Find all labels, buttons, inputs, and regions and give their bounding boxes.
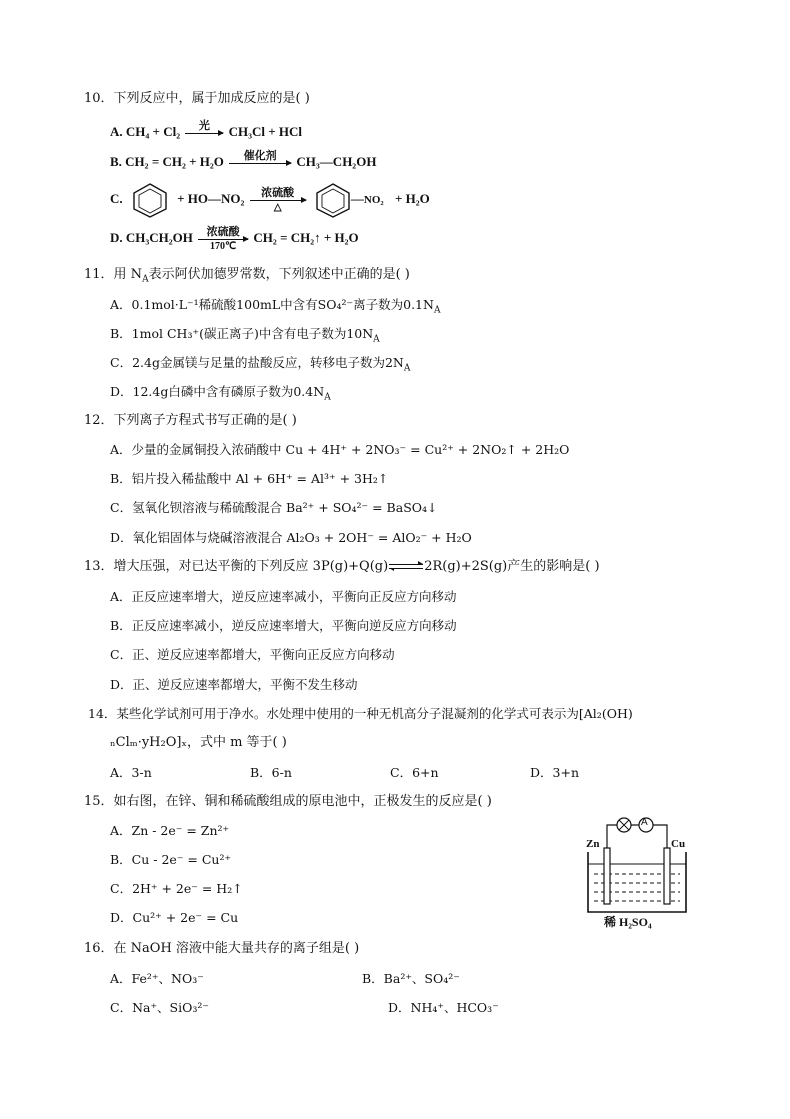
q10-b-lhs: CH₂ = CH₂ + H₂O <box>125 153 224 169</box>
q10-c-label: C. <box>110 190 123 206</box>
q11-stem: 11．用 $N_A$表示阿伏加德罗常数，下列叙述中正确的是( ) <box>84 267 410 285</box>
cu-electrode-label: Cu <box>671 838 686 850</box>
q14-stem: 14．某些化学试剂可用于净水。水处理中使用的一种无机高分子混凝剂的化学式可表示为[Al₂(OH) <box>88 706 633 721</box>
galvanic-cell-diagram <box>582 812 692 930</box>
q16-option-b: B．Ba²⁺、SO₄²⁻ <box>362 971 460 986</box>
q13-stem: 13．增大压强，对已达平衡的下列反应 3P(g)+Q(g) 2R(g)+2S(g)产生的影响是( ) <box>84 559 600 574</box>
equilibrium-arrow-icon <box>389 563 423 571</box>
q11-option-c: C．2.4g金属镁与足量的盐酸反应，转移电子数为$2N_A$ <box>110 355 411 374</box>
q10-stem: 10．下列反应中，属于加成反应的是( ) <box>84 91 310 106</box>
q10-c-mid: + HO—NO₂ <box>177 190 245 206</box>
q11-option-a: A．0.1mol·L⁻¹稀硫酸100mL中含有SO₄²⁻离子数为$0.1N_A$ <box>110 297 441 316</box>
zn-electrode-label: Zn <box>586 838 600 850</box>
q12-stem: 12．下列离子方程式书写正确的是( ) <box>84 413 297 428</box>
q11-option-b: B．1mol CH₃⁺(碳正离子)中含有电子数为$10N_A$ <box>110 326 380 345</box>
q10-option-a <box>110 120 302 146</box>
q10-c-cond-top: 浓硫酸 <box>261 187 295 199</box>
q14-option-d: D．3+n <box>530 765 579 780</box>
q11-option-d: D．12.4g白磷中含有磷原子数为$0.4N_A$ <box>110 384 331 403</box>
q13-option-d: D．正、逆反应速率都增大，平衡不发生移动 <box>110 677 358 692</box>
q10-c-cond-bot: △ <box>273 202 282 213</box>
q16-option-c: C．Na⁺、SiO₃²⁻ <box>110 1000 209 1015</box>
q16-option-d: D．NH₄⁺、HCO₃⁻ <box>388 1000 499 1015</box>
q16-option-a: A．Fe²⁺、NO₃⁻ <box>110 971 204 986</box>
q14-option-b: B．6-n <box>250 765 292 780</box>
q15-option-d: D．Cu²⁺ + 2e⁻ = Cu <box>110 910 239 925</box>
q10-a-rhs: CH₃Cl + HCl <box>228 123 303 139</box>
q10-a-label: A. <box>110 123 123 139</box>
q10-d-arrow <box>198 226 248 252</box>
q10-a-arrow <box>185 120 223 146</box>
q16-stem: 16．在 NaOH 溶液中能大量共存的离子组是( ) <box>84 941 360 956</box>
q12-option-a: A．少量的金属铜投入浓硝酸中 Cu + 4H⁺ + 2NO₃⁻ = Cu²⁺ + 2NO₂↑ + 2H₂O <box>110 442 570 457</box>
q15-stem: 15．如右图，在锌、铜和稀硫酸组成的原电池中，正极发生的反应是( ) <box>84 794 492 809</box>
q12-option-d: D．氧化铝固体与烧碱溶液混合 Al₂O₃ + 2OH⁻ = AlO₂⁻ + H₂O <box>110 530 472 545</box>
q10-c-arrow <box>250 187 306 213</box>
q10-b-rhs: CH₃—CH₂OH <box>296 153 377 169</box>
q15-option-a: A．Zn - 2e⁻ = Zn²⁺ <box>110 823 230 838</box>
q14-option-a: A．3-n <box>110 765 152 780</box>
q10-d-cond-top: 浓硫酸 <box>206 226 240 238</box>
q14-stem-cont: ₙClₘ·yH₂O]ₓ，式中 m 等于( ) <box>110 735 287 750</box>
q10-a-lhs: CH₄ + Cl₂ <box>125 123 181 139</box>
q10-c-subst: NO₂ <box>363 193 384 206</box>
ammeter-label: A <box>641 817 648 828</box>
q10-option-c: C. + HO—NO₂ 浓硫酸 △ —NO₂ + H₂O <box>110 182 430 218</box>
q15-option-b: B．Cu - 2e⁻ = Cu²⁺ <box>110 852 232 867</box>
q10-c-rhs: + H₂O <box>394 190 430 206</box>
q10-d-rhs: CH₂ = CH₂↑ + H₂O <box>253 229 359 245</box>
q10-b-label: B. <box>110 153 122 169</box>
q10-b-cond: 催化剂 <box>243 150 277 162</box>
q10-option-d <box>110 226 359 252</box>
q10-d-cond-bot: 170℃ <box>210 241 237 252</box>
q10-d-lhs: CH₃CH₂OH <box>125 229 193 245</box>
q12-option-c: C．氢氧化钡溶液与稀硫酸混合 Ba²⁺ + SO₄²⁻ = BaSO₄↓ <box>110 500 438 515</box>
q13-option-a: A．正反应速率增大，逆反应速率减小，平衡向正反应方向移动 <box>110 589 457 604</box>
q10-option-b <box>110 150 376 176</box>
q12-option-b: B．铝片投入稀盐酸中 Al + 6H⁺ = Al³⁺ + 3H₂↑ <box>110 471 389 486</box>
q10-b-arrow <box>229 150 291 176</box>
nitrobenzene-ring-icon <box>313 182 353 218</box>
solution-label: 稀 H₂SO₄ <box>604 915 652 929</box>
q13-option-c: C．正、逆反应速率都增大，平衡向正反应方向移动 <box>110 647 395 662</box>
q13-option-b: B．正反应速率减小，逆反应速率增大，平衡向逆反应方向移动 <box>110 618 457 633</box>
benzene-ring-icon <box>130 182 170 218</box>
q10-a-cond: 光 <box>198 120 210 132</box>
q15-option-c: C．2H⁺ + 2e⁻ = H₂↑ <box>110 881 243 896</box>
q14-option-c: C．6+n <box>390 765 439 780</box>
q10-d-label: D. <box>110 229 123 245</box>
